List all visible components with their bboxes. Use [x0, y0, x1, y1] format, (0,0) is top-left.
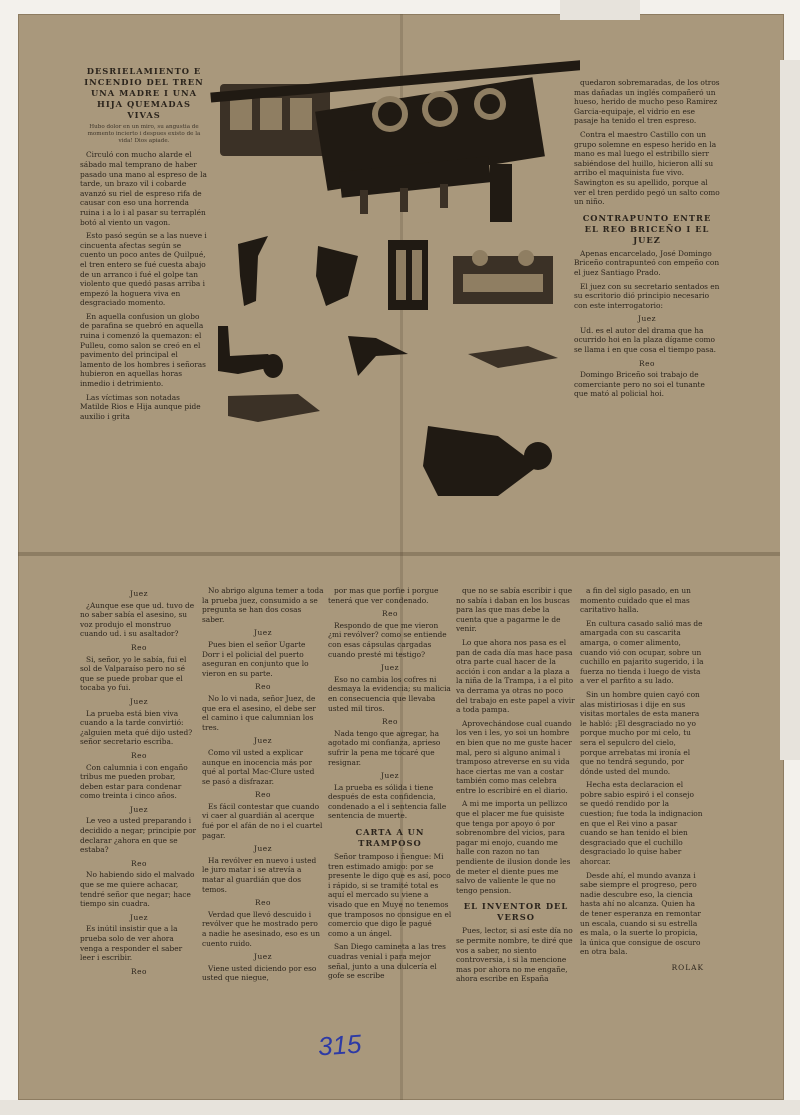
speaker-label: Juez [130, 589, 148, 598]
speaker-label: Reo [131, 966, 147, 976]
stanza: Esto pasó según se a las nueve i cincuenta afectas según se cuento un poco antes de Quilpué, el tren entero se fué cuesta abajo de un arranco i fué el golpe tan violento que quedó pasas arriba i empezó la hoguera viva en desgraciado momento. [80, 231, 207, 308]
speaker-label: Juez [254, 952, 272, 962]
speaker-label: Reo [131, 750, 147, 760]
stanza: El juez con su secretario sentados en su escritorio dió principio necesario con este interrogatorio: [574, 281, 720, 310]
speaker-label: Reo [131, 642, 147, 652]
speaker-label: Reo [131, 858, 147, 868]
speaker-label: Reo [639, 358, 655, 368]
speaker-label: Reo [255, 682, 271, 692]
stanza: Señor tramposo i ñengue: Mi tren estimado amigo: por se presente le digo que es así, poco i rápido, si se tramité total es aquí el mercado su viene a visado que en Muye no tenemos que tramposos no consigue en el comercio que digo le pagué como a un ángel. [328, 852, 452, 938]
broadsheet-page [18, 14, 784, 1100]
bottom-column-2 [202, 586, 324, 987]
stanza: Le veo a usted preparando i decidido a negar; principie por declarar ¿ahora en que se estaba? [80, 816, 197, 855]
article-epigraph: Hubo dolor en un miro, su angustia de momento incierto i despues existo de la vida! Dios apiade. [87, 124, 201, 144]
speaker-label: Reo [255, 790, 271, 800]
stanza: Es fácil contestar que cuando vi caer al guardián al acerque fué por el afán de no i el cuartel pagar. [202, 801, 323, 840]
tape-strip-top [560, 0, 640, 20]
left-article-column [80, 66, 208, 425]
stanza: Sin un hombre quien cayó con alas mistiriosas i dije en sus visitas mortales de esta manera le habló: ¡El desgraciado no yo porque mucho por mi celo, tu sera el sepulcro del cielo, porque arrebatas mi ironía el que no tendrá segundo, por dónde usted del mundo. [580, 689, 700, 776]
stanza: En cultura casado salió mas de amargada con su cascarita amarga, o comer alimento, cuando vió con ocupar, sobre un cuchillo en pajarito sugerido, i la fuerza no tienda i luego de vista a ver el parfito a su lado. [580, 618, 704, 686]
stanza: Verdad que llevó descuido i revólver que he mostrado pero a nadie he asesinado, eso es un cuento ruido. [202, 909, 320, 948]
stanza: A mi me importa un pellizco que el placer me fue quisiste que tenga por apoyo ó por sobrenombre del vicios, para pagar mi enojo, cuando me halle con razon no tan pendiente de ilusion donde les de meter el diente pues me salvo de valiente le que no tengo pension. [456, 799, 571, 895]
figures-woodcut [198, 226, 558, 506]
handwritten-page-number: 315 [316, 1028, 363, 1062]
stanza: Lo que ahora nos pasa es el pan de cada día mas hace pasa otra parte cual hacer de la acción i con andar a la plaza a la niña de la Trampa, i a el pito va derrama ya otras no poco del trabajo en este papel a vivir a toda pampa. [456, 637, 575, 715]
stanza: quedaron sobremaradas, de los otros mas dañadas un inglés compañeró un hueso, herido de mucho peso Ramirez Garcia-equipaje, el vidrio en ese pasaje ha tenido el tren espreso. [574, 78, 720, 126]
stanza: Pues bien el señor Ugarte Dorr i el policial del puerto aseguran en conjunto que lo vieron en su parte. [202, 639, 309, 678]
carta-title: CARTA A UN TRAMPOSO [355, 827, 425, 849]
stanza: Nada tengo que agregar, ha agotado mi confianza, aprieso sufrir la pena me tocaré que resignar. [328, 728, 441, 767]
stanza: Circuló con mucho alarde el sábado mal temprano de haber pasado una mano al espreso de la tarde, un brazo vil i cobarde avanzó su riel de espreso rifa de causar con eso una horrenda ruina i a lo i al pasar su terraplén botó al viento un vagon. [80, 150, 207, 227]
stanza: que no se sabía escribir i que no sabía i daban en los buscas para las que mas debe la cuenta que a pagarme le de venir. [456, 586, 573, 634]
stanza: por mas que porfie i porgue tenerá que ver condenado. [328, 586, 439, 605]
tape-strip-bottom [0, 1100, 800, 1115]
stanza: Si, señor, yo le sabía, fui el sol de Valparaíso pero no sé que se puede probar que el tocaba yo fui. [80, 654, 187, 693]
speaker-label: Juez [130, 804, 148, 814]
stanza: a fin del siglo pasado, en un momento cuidado que el mas caritativo halla. [580, 586, 691, 615]
stanza: ¿Aunque ese que ud. tuvo de no saber sabía el asesino, su voz produjo el monstruo cuando ud. i su asaltador? [80, 600, 195, 639]
stanza: En aquella confusion un globo de parafina se quebró en aquella ruina i comenzó la quemazon: el Pulleu, como salon se creó en el pavimento del principal el lamento de los hombres i señoras hubieron en aquellas horas inmedio i detrimiento. [80, 311, 206, 389]
speaker-label: Juez [381, 771, 399, 781]
bottom-column-5 [580, 586, 704, 973]
stanza: La prueba está bien viva cuando a la tarde convirtió: ¿alguien meta qué dijo usted? señor secretario escriba. [80, 708, 193, 747]
stanza: Es inútil insistir que a la prueba solo de ver ahora venga a responder el saber leer i escribir. [80, 924, 183, 963]
contrapunto-title: CONTRAPUNTO ENTRE EL REO BRICEÑO I EL JUEZ [582, 212, 712, 245]
bottom-column-3 [328, 586, 452, 985]
stanza: No habiendo sido el malvado que se me quiere achacar, tendré señor que negar; hace tiempo sin cuadra. [80, 870, 195, 909]
tape-strip-right [780, 60, 800, 760]
stanza: Domingo Briceño soi trabajo de comerciante pero no soi el tunante que mató al policial hoi. [574, 370, 705, 399]
stanza: No abrigo alguna temer a toda la prueba juez, consumido a se pregunta se han dos cosas saber. [202, 586, 324, 624]
author-signature: ROLAK [671, 962, 704, 972]
stanza: Apenas encarcelado, José Domingo Briceño contrapunteó con empeño con el juez Santiago Prado. [574, 248, 720, 277]
speaker-label: Reo [382, 717, 398, 727]
speaker-label: Reo [382, 609, 398, 619]
stanza: Las víctimas son notadas Matilde Rios e Hija aunque pide auxilio i grita [80, 392, 201, 421]
right-article-column [574, 78, 720, 403]
article-title: DESRIELAMIENTO E INCENDIO DEL TREN UNA MADRE I UNA HIJA QUEMADAS VIVAS [84, 66, 204, 120]
speaker-label: Juez [254, 736, 272, 746]
speaker-label: Juez [381, 663, 399, 673]
stanza: La prueba es sólida i tiene después de esta confidencia, condenado a el i sentencia falle sentencia de muerte. [328, 782, 447, 821]
stanza: Hecha esta declaracion el pobre sabio espiró i el consejo se quedó rendido por la cuestion; fue toda la indignacion en que el Rei vino a pasar cuando se han tenido el bien desgraciado que el cuchillo desgraciado lo quise haber ahorcar. [580, 780, 703, 867]
stanza: No lo vi nada, señor Juez, de que era el asesino, el debe ser el camino i que calumnian los tres. [202, 693, 316, 732]
stanza: Aprovechándose cual cuando los ven i les, yo soi un hombre en bien que no me guste hacer mal, pero si alguno animal i tramposo atreverse en su vida hace ciertas me van a costar también como mas celebra entre lo escribiré en el diario. [456, 718, 572, 795]
stanza: Pues, lector, si así este día no se permite nombre, te diré que vos a saber, no siento controversia, i si la mencione mas por ahora no me engañe, ahora escribe en España [456, 926, 573, 984]
inventor-title: EL INVENTOR DEL VERSO [463, 901, 569, 923]
stanza: Respondo de que me vieron ¿mi revólver? como se entiende con esas cápsulas cargadas cuando presté mi testigo? [328, 620, 447, 659]
stanza: San Diego camineta a las tres cuadras venial i para mejor señal, junto a una dulcería el gofe se escribe [328, 942, 446, 981]
stanza: Ha revólver en nuevo i usted le juro matar i se atrevía a matar al guardián que dos temos. [202, 855, 317, 894]
stanza: Eso no cambia los cofres ni desmaya la evidencia; su malicia en consecuencia que llevaba usted mil tiros. [328, 674, 451, 713]
stanza: Ud. es el autor del drama que ha ocurrido hoi en la plaza dígame como se llama i en que cosa el tiempo pasa. [574, 325, 716, 355]
speaker-label: Juez [254, 844, 272, 854]
speaker-label: Juez [130, 912, 148, 922]
stanza: Como vil usted a explicar aunque en inocencia más por qué al portal Mac-Clure usted se pasó a disfrazar. [202, 747, 315, 786]
speaker-label: Juez [638, 314, 656, 324]
stanza: Contra el maestro Castillo con un grupo solemne en espeso herido en la mano es mal luego el estribillo sierr sabiéndose del huillo, hicieron allí su arribo el maquinista fue vivo. Sawington es su apellido, porque al ver el tren perdido pegó un salto como un niño. [574, 129, 720, 207]
train-wreck-woodcut [200, 54, 580, 224]
speaker-label: Juez [130, 696, 148, 706]
stanza: Con calumnia i con engaño tribus me pueden probar, deben estar para condenar como treinta i cinco años. [80, 762, 188, 801]
speaker-label: Juez [254, 628, 272, 638]
stanza: Viene usted diciendo por eso usted que niegue, [202, 963, 317, 983]
bottom-column-4 [456, 586, 576, 988]
bottom-column-1 [80, 586, 198, 978]
stanza: Desde ahí, el mundo avanza i sabe siempre el progreso, pero nadie descubre eso, la ciencia hasta ahí no alcanza. Quien ha de tener esperanza en remontar un escala, cuando si su estrella es mala, o la suerte lo propicia, la única que consigue de oscuro en otra bala. [580, 870, 701, 957]
speaker-label: Reo [255, 898, 271, 908]
